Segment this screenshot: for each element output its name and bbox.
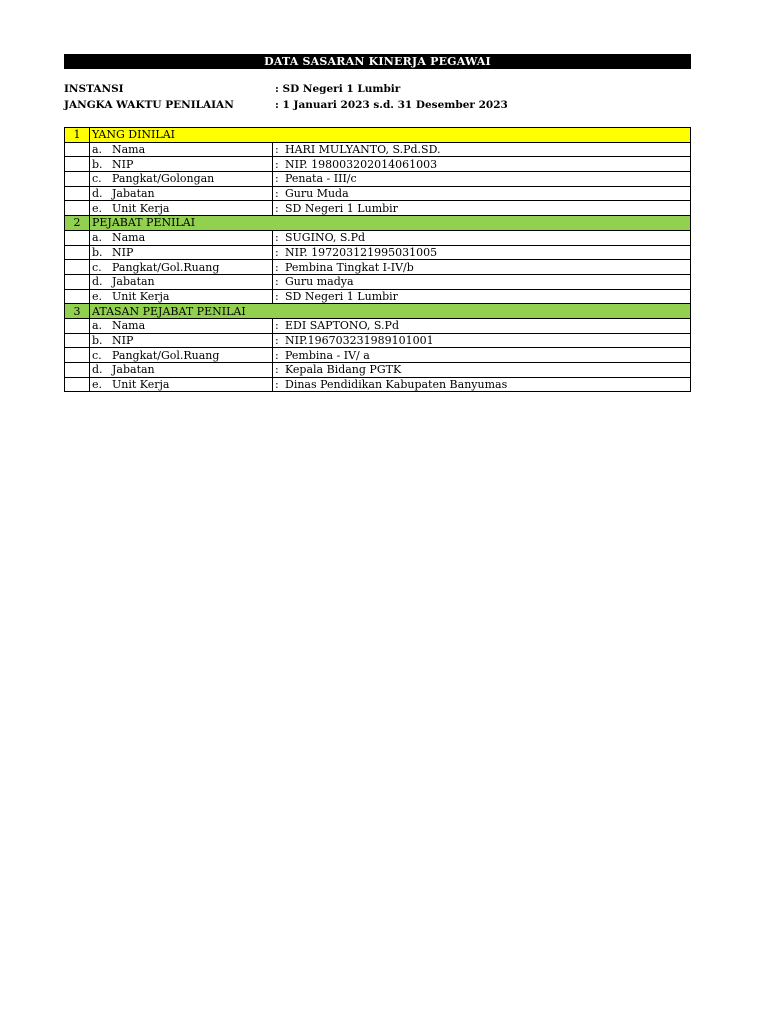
table-row	[65, 260, 691, 275]
table-row	[65, 245, 691, 260]
field-letter: b.	[92, 245, 103, 259]
field-letter: c.	[92, 348, 102, 362]
field-letter: d.	[92, 275, 103, 289]
field-label-cell	[90, 230, 273, 245]
field-value: SUGINO, S.Pd	[285, 231, 366, 245]
meta-value: : SD Negeri 1 Lumbir	[275, 83, 401, 95]
field-colon: :	[275, 363, 279, 377]
table-row	[65, 333, 691, 348]
field-letter: b.	[92, 157, 103, 171]
field-value: NIP.196703231989101001	[285, 333, 434, 347]
table-row	[65, 157, 691, 172]
table-row	[65, 318, 691, 333]
field-label: Unit Kerja	[112, 378, 170, 392]
field-value-cell	[273, 172, 691, 187]
section-number: 2	[65, 216, 90, 231]
field-label-cell	[90, 186, 273, 201]
field-value-cell	[273, 333, 691, 348]
indent-cell	[65, 274, 90, 289]
field-letter: c.	[92, 260, 102, 274]
table-row	[65, 377, 691, 392]
field-letter: d.	[92, 187, 103, 201]
indent-cell	[65, 348, 90, 363]
table-row	[65, 230, 691, 245]
field-value: Pembina Tingkat I-IV/b	[285, 260, 414, 274]
field-label-cell	[90, 172, 273, 187]
indent-cell	[65, 289, 90, 304]
field-value-cell	[273, 363, 691, 378]
field-value-cell	[273, 348, 691, 363]
section-header-row	[65, 128, 691, 143]
indent-cell	[65, 260, 90, 275]
field-letter: d.	[92, 363, 103, 377]
field-colon: :	[275, 231, 279, 245]
indent-cell	[65, 142, 90, 157]
table-row	[65, 186, 691, 201]
field-colon: :	[275, 348, 279, 362]
indent-cell	[65, 201, 90, 216]
field-label-cell	[90, 289, 273, 304]
table-row	[65, 289, 691, 304]
field-value-cell	[273, 260, 691, 275]
field-label: Nama	[112, 319, 146, 333]
field-label: NIP	[112, 333, 134, 347]
field-value-cell	[273, 274, 691, 289]
field-colon: :	[275, 157, 279, 171]
meta-label: INSTANSI	[64, 83, 124, 95]
field-label-cell	[90, 377, 273, 392]
indent-cell	[65, 363, 90, 378]
section-heading: ATASAN PEJABAT PENILAI	[90, 304, 691, 319]
indent-cell	[65, 172, 90, 187]
field-label: Jabatan	[112, 187, 155, 201]
field-letter: e.	[92, 289, 103, 303]
field-letter: e.	[92, 378, 103, 392]
field-label-cell	[90, 333, 273, 348]
field-label: Unit Kerja	[112, 289, 170, 303]
field-colon: :	[275, 187, 279, 201]
field-label-cell	[90, 142, 273, 157]
field-label: NIP	[112, 157, 134, 171]
table-row	[65, 172, 691, 187]
section-heading: YANG DINILAI	[90, 128, 691, 143]
field-value: EDI SAPTONO, S.Pd	[285, 319, 400, 333]
field-label: Nama	[112, 143, 146, 157]
indent-cell	[65, 333, 90, 348]
field-value-cell	[273, 157, 691, 172]
field-colon: :	[275, 260, 279, 274]
table-row	[65, 142, 691, 157]
field-colon: :	[275, 289, 279, 303]
field-value: NIP. 197203121995031005	[285, 245, 438, 259]
field-value: NIP. 198003202014061003	[285, 157, 438, 171]
field-letter: b.	[92, 333, 103, 347]
indent-cell	[65, 157, 90, 172]
field-label-cell	[90, 318, 273, 333]
section-number: 3	[65, 304, 90, 319]
field-value-cell	[273, 318, 691, 333]
meta-value: : 1 Januari 2023 s.d. 31 Desember 2023	[275, 99, 508, 111]
indent-cell	[65, 186, 90, 201]
field-value: Guru Muda	[285, 187, 349, 201]
field-label-cell	[90, 348, 273, 363]
section-number: 1	[65, 128, 90, 143]
field-value: Pembina - IV/ a	[285, 348, 370, 362]
indent-cell	[65, 377, 90, 392]
field-letter: e.	[92, 201, 103, 215]
field-value-cell	[273, 201, 691, 216]
section-heading: PEJABAT PENILAI	[90, 216, 691, 231]
employee-data-table	[64, 127, 691, 392]
field-value: Penata - III/c	[285, 172, 357, 186]
meta-label: JANGKA WAKTU PENILAIAN	[64, 99, 234, 111]
field-colon: :	[275, 143, 279, 157]
section-header-row	[65, 304, 691, 319]
field-colon: :	[275, 333, 279, 347]
field-letter: a.	[92, 143, 103, 157]
field-value: SD Negeri 1 Lumbir	[285, 289, 398, 303]
field-letter: c.	[92, 172, 102, 186]
field-colon: :	[275, 275, 279, 289]
field-value: Kepala Bidang PGTK	[285, 363, 402, 377]
field-label: Jabatan	[112, 363, 155, 377]
field-label: Nama	[112, 231, 146, 245]
field-value: HARI MULYANTO, S.Pd.SD.	[285, 143, 441, 157]
field-label: Pangkat/Golongan	[112, 172, 215, 186]
field-value-cell	[273, 289, 691, 304]
document-title: DATA SASARAN KINERJA PEGAWAI	[64, 54, 691, 69]
table-row	[65, 363, 691, 378]
table-row	[65, 201, 691, 216]
indent-cell	[65, 318, 90, 333]
field-label: Pangkat/Gol.Ruang	[112, 348, 220, 362]
field-label: Unit Kerja	[112, 201, 170, 215]
field-label-cell	[90, 260, 273, 275]
table-row	[65, 274, 691, 289]
field-label: NIP	[112, 245, 134, 259]
field-label-cell	[90, 201, 273, 216]
field-value: SD Negeri 1 Lumbir	[285, 201, 398, 215]
field-colon: :	[275, 319, 279, 333]
field-label: Pangkat/Gol.Ruang	[112, 260, 220, 274]
field-value: Dinas Pendidikan Kabupaten Banyumas	[285, 378, 508, 392]
table-row	[65, 348, 691, 363]
field-letter: a.	[92, 231, 103, 245]
indent-cell	[65, 230, 90, 245]
field-letter: a.	[92, 319, 103, 333]
field-value-cell	[273, 186, 691, 201]
field-label-cell	[90, 363, 273, 378]
field-colon: :	[275, 172, 279, 186]
field-colon: :	[275, 378, 279, 392]
field-value: Guru madya	[285, 275, 354, 289]
field-label-cell	[90, 245, 273, 260]
indent-cell	[65, 245, 90, 260]
field-colon: :	[275, 245, 279, 259]
field-value-cell	[273, 245, 691, 260]
section-header-row	[65, 216, 691, 231]
field-label: Jabatan	[112, 275, 155, 289]
field-label-cell	[90, 157, 273, 172]
field-value-cell	[273, 377, 691, 392]
field-value-cell	[273, 230, 691, 245]
field-value-cell	[273, 142, 691, 157]
field-label-cell	[90, 274, 273, 289]
field-colon: :	[275, 201, 279, 215]
